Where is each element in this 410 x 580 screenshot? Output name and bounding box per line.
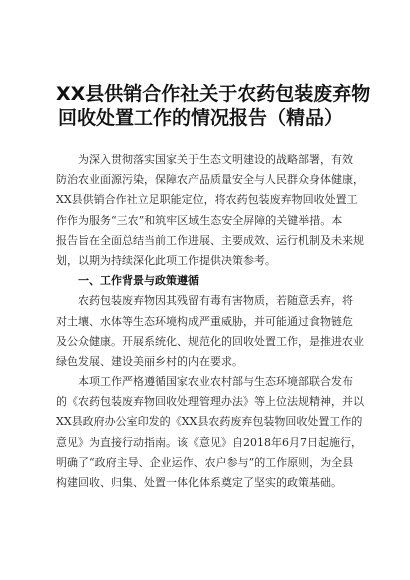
title-line-2: 回收处置工作的情况报告（精品）	[58, 107, 344, 129]
paragraph-line: 的《农药包装废弃物回收处理管理办法》等上位法规精神，并以	[56, 395, 364, 409]
paragraph-line: 明确了“政府主导、企业运作、农户参与”的工作原则，为全县	[56, 455, 354, 469]
paragraph-line: XX县供销合作社立足职能定位，将农药包装废弃物回收处置工	[56, 193, 358, 207]
paragraph-line: XX县政府办公室印发的《XX县农药废弃包装物回收处置工作的	[56, 415, 363, 429]
paragraph-line: 作作为服务“三农”和筑牢区域生态安全屏障的关键举措。本	[56, 213, 343, 227]
paragraph-intro	[56, 150, 364, 271]
document-body	[56, 150, 364, 493]
paragraph-policy	[56, 372, 364, 493]
title-line-1: XX县供销合作社关于农药包装废弃物	[56, 83, 371, 105]
paragraph-line: 构建回收、归集、处置一体化体系奠定了坚实的政策基础。	[56, 476, 342, 489]
paragraph-line: 及公众健康。开展系统化、规范化的回收处置工作，是推进农业	[56, 334, 364, 348]
paragraph-line: 绿色发展、建设美丽乡村的内在要求。	[56, 354, 243, 368]
document-title	[56, 82, 371, 130]
paragraph-line: 划，以期为持续深化此项工作提供决策参考。	[56, 253, 276, 267]
paragraph-line: 意见》为直接行动指南。该《意见》自2018年6月7日起施行，	[56, 435, 362, 449]
paragraph-line: 报告旨在全面总结当前工作进展、主要成效、运行机制及未来规	[56, 233, 364, 247]
paragraph-line: 防治农业面源污染，保障农产品质量安全与人民群众身体健康，	[56, 173, 364, 187]
paragraph-line: 对土壤、水体等生态环境构成严重威胁，并可能通过食物链危	[56, 314, 353, 328]
paragraph-line: 为深入贯彻落实国家关于生态文明建设的战略部署，有效	[78, 153, 353, 166]
paragraph-line: 本项工作严格遵循国家农业农村部与生态环境部联合发布	[78, 375, 353, 389]
paragraph-line: 农药包装废弃物因其残留有毒有害物质，若随意丢弃，将	[78, 294, 353, 308]
paragraph-background	[56, 291, 364, 372]
section-heading: 一、工作背景与政策遵循	[78, 274, 199, 288]
